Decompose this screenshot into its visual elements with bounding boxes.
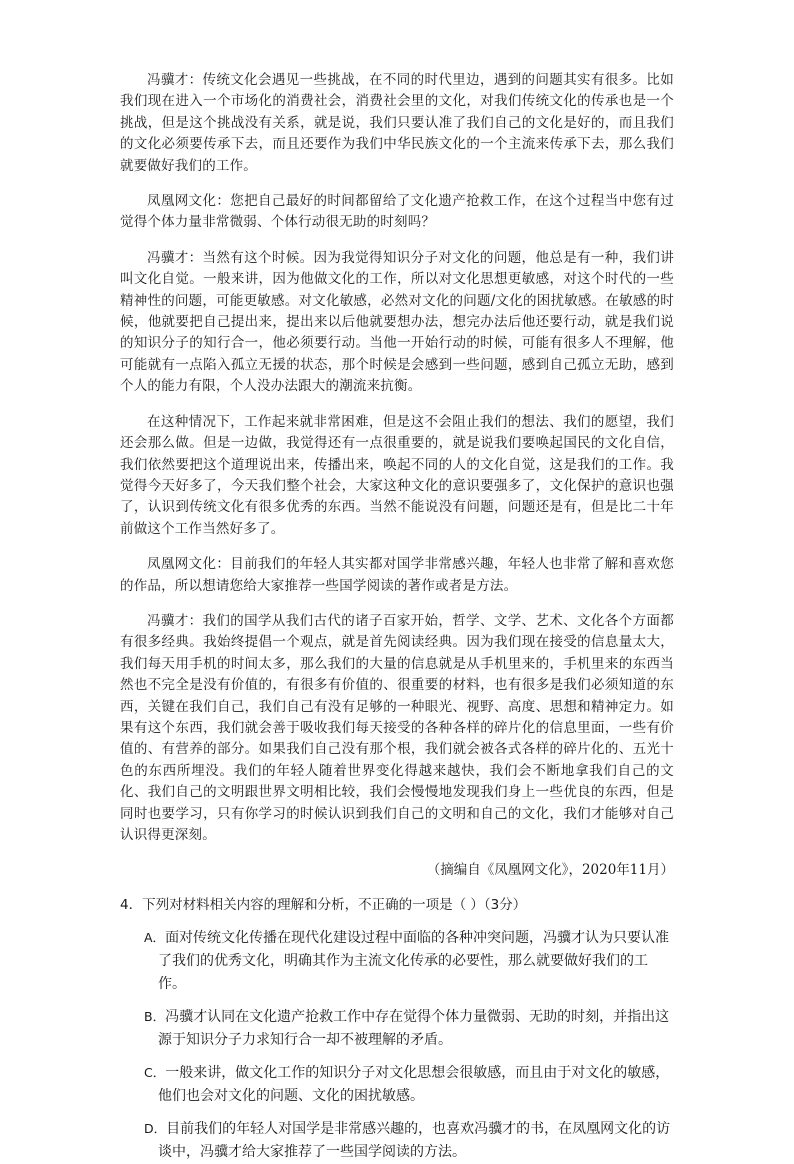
option-letter: B．: [144, 1009, 166, 1025]
paragraph-3: 冯骥才：当然有这个时候。因为我觉得知识分子对文化的问题，他总是有一种，我们讲叫文化自觉。一般来讲，因为他做文化的工作，所以对文化思想更敏感，对这个时代的一些精神性的问题，可能更敏感。对文化敏感，必然对文化的问题/文化的困扰敏感。在敏感的时候，他就要把自己提出来，提出来以后他就要想办法，想完办法后他还要行动，就是我们说的知识分子的知行合一，他必须要行动。当他一开始行动的时候，可能有很多人不理解，他可能就有一点陷入孤立无援的状态，那个时候是会感到一些问题，感到自己孤立无助，感到个人的能力有限，个人没办法跟大的潮流来抗衡。: [120, 249, 674, 395]
option-c: [120, 1061, 674, 1108]
option-text: 冯骥才认同在文化遗产抢救工作中存在觉得个体力量微弱、无助的时刻，并指出这源于知识分子力求知行合一却不被理解的矛盾。: [158, 1009, 670, 1049]
option-text: 目前我们的年轻人对国学是非常感兴趣的，也喜欢冯骥才的书，在凤凰网文化的访谈中，冯骥才给大家推荐了一些国学阅读的方法。: [158, 1121, 671, 1161]
paragraph-4: 在这种情况下，工作起来就非常困难，但是这不会阻止我们的想法、我们的愿望，我们还会那么做。但是一边做，我觉得还有一点很重要的，就是说我们要唤起国民的文化自信，我们依然要把这个道理说出来，传播出来，唤起不同的人的文化自觉，这是我们的工作。我觉得今天好多了，今天我们整个社会，大家这种文化的意识要强多了，文化保护的意识也强了，认识到传统文化有很多优秀的东西。当然不能说没有问题，问题还是有，但是比二十年前做这个工作当然好多了。: [120, 413, 674, 537]
option-d: [120, 1117, 674, 1164]
question-stem: 4．下列对材料相关内容的理解和分析，不正确的一项是（ ）（3分）: [120, 897, 527, 914]
paragraph-1: 冯骥才：传统文化会遇见一些挑战，在不同的时代里边，遇到的问题其实有很多。比如我们现在进入一个市场化的消费社会，消费社会里的文化，对我们传统文化的传承也是一个挑战，但是这个挑战没有关系，就是说，我们只要认准了我们自己的文化是好的，而且我们的文化必须要传承下去，而且还要作为我们中华民族文化的一个主流来传承下去，那么我们就要做好我们的工作。: [120, 72, 674, 174]
option-letter: C．: [144, 1065, 166, 1081]
source-citation: （摘编自《凤凰网文化》，2020年11月）: [426, 862, 674, 879]
option-a: [120, 926, 674, 996]
paragraph-2: 凤凰网文化：您把自己最好的时间都留给了文化遗产抢救工作，在这个过程当中您有过觉得个体力量非常微弱、个体行动很无助的时刻吗？: [120, 193, 674, 231]
option-b: [120, 1005, 674, 1052]
paragraph-5: 凤凰网文化：目前我们的年轻人其实都对国学非常感兴趣，年轻人也非常了解和喜欢您的作品，所以想请您给大家推荐一些国学阅读的著作或者是方法。: [120, 556, 674, 594]
option-letter: A．: [144, 930, 166, 946]
option-text: 一般来讲，做文化工作的知识分子对文化思想会很敏感，而且由于对文化的敏感，他们也会对文化的问题、文化的困扰敏感。: [158, 1065, 670, 1105]
option-text: 面对传统文化传播在现代化建设过程中面临的各种冲突问题，冯骥才认为只要认准了我们的优秀文化，明确其作为主流文化传承的必要性，那么就要做好我们的工作。: [158, 930, 670, 993]
paragraph-6: 冯骥才：我们的国学从我们古代的诸子百家开始，哲学、文学、艺术、文化各个方面都有很多经典。我始终提倡一个观点，就是首先阅读经典。因为我们现在接受的信息量太大，我们每天用手机的时间太多，那么我们的大量的信息就是从手机里来的，手机里来的东西当然也不完全是没有价值的，有很多有价值的、很重要的材料，也有很多是我们必须知道的东西，关键在我们自己，我们自己有没有足够的一种眼光、视野、高度、思想和精神定力。如果有这个东西，我们就会善于吸收我们每天接受的各种各样的碎片化的信息里面，一些有价值的、有营养的部分。如果我们自己没有那个根，我们就会被各式各样的碎片化的、五光十色的东西所埋没。我们的年轻人随着世界变化得越来越快，我们会不断地拿我们自己的文化、我们自己的文明跟世界文明相比较，我们会慢慢地发现我们身上一些优良的东西，但是同时也要学习，只有你学习的时候认识到我们自己的文明和自己的文化，我们才能够对自己认识得更深刻。: [120, 612, 674, 843]
option-letter: D．: [144, 1121, 167, 1137]
